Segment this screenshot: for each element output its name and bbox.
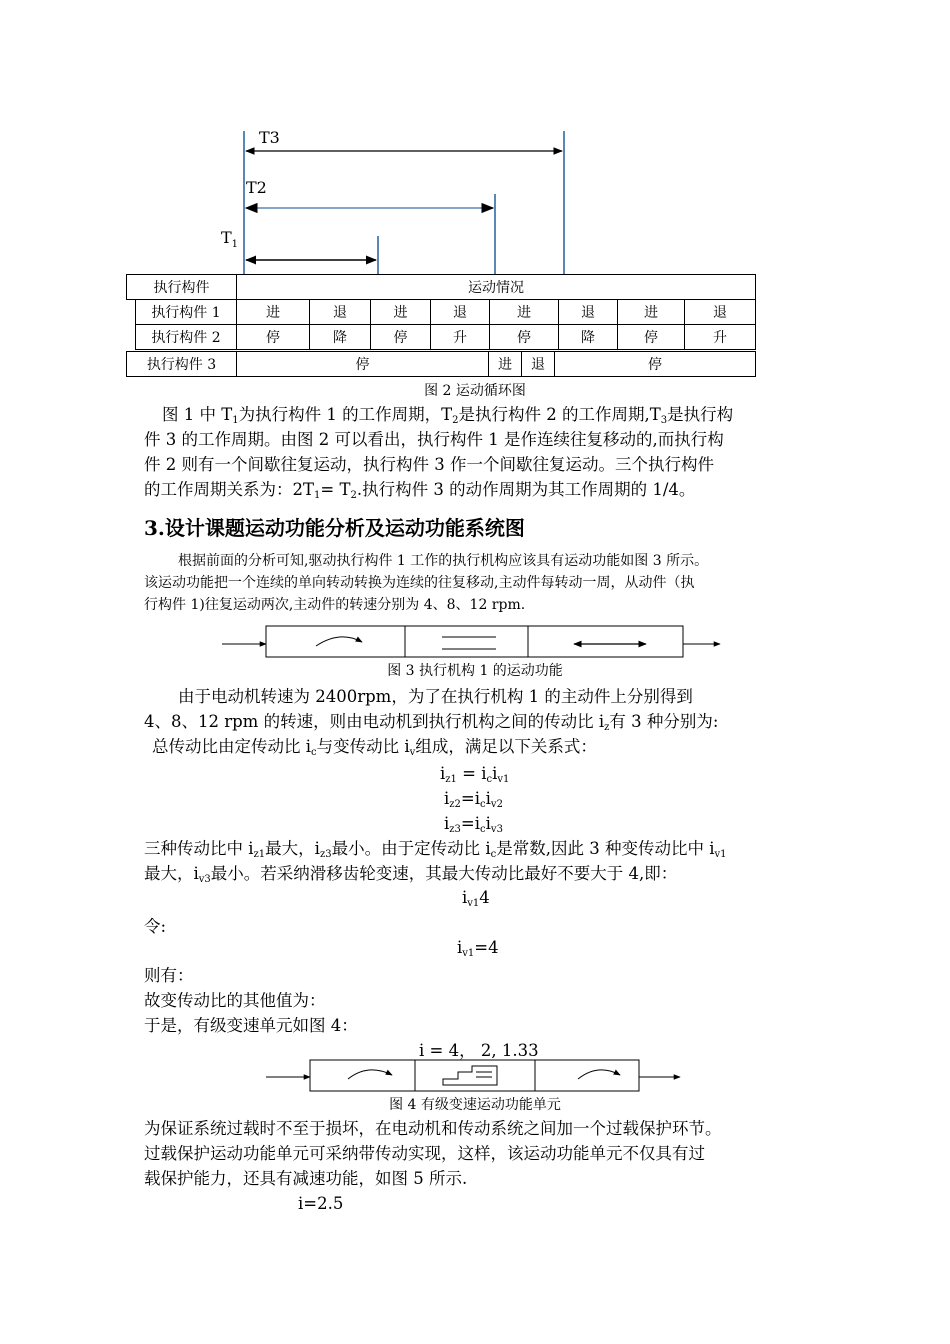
para2-line2: 该运动功能把一个连续的单向转动转换为连续的往复移动,主动件每转动一周，从动件（执 [144,575,695,591]
para2 [144,550,814,616]
rotation-in-icon [348,1070,392,1079]
para5-line1: 为保证系统过载时不至于损坏，在电动机和传动系统之间加一个过载保护环节。 [144,1119,722,1138]
motion-table-row3 [126,351,756,377]
para1 [144,402,814,502]
para4-line2: 最大，$i_{v3}$最小。若采纳滑移齿轮变速，其最大传动比最好不要大于 4,即： [144,864,678,885]
para1-line2: 件 3 的工作周期。由图 2 可以看出，执行构件 1 是作连续往复移动的,而执行构 [144,430,724,449]
t3-label: T3 [259,128,280,147]
fig3-diagram [0,620,950,665]
para3 [144,684,814,759]
row2-cell: 停 [371,325,431,350]
rotation-out-icon [578,1070,620,1079]
section3-title: 3.设计课题运动功能分析及运动功能系统图 [144,516,525,540]
para1-line1: 图 1 中 $T_1$为执行构件 1 的工作周期，$T_2$是执行构件 2 的工作周期$,T_3$是执行构 [162,405,734,426]
t2-label: T2 [246,178,267,197]
para4-line1: 三种传动比中 $i_{z1}$最大，$i_{z3}$最小。由于定传动比 $i_c$是常数,因此 3 种变传动比中 $i_{v1}$ [144,839,727,860]
gear-step-icon [443,1066,497,1085]
row1-cell: 进 [618,300,685,325]
fig3-box [266,626,683,657]
row1-cell: 进 [237,300,310,325]
para1-line3: 件 2 则有一个间歇往复运动，执行构件 3 作一个间歇往复运动。三个执行构件 [144,455,714,474]
row1-cell: 退 [431,300,490,325]
equation-iv1-eq4: $i_{v1}=4$ [457,938,499,959]
para2-line3: 行构件 1)往复运动两次,主动件的转速分别为 4、8、12 rpm. [144,597,526,613]
ling-text: 令: [144,917,167,936]
row2-cell: 升 [431,325,490,350]
para4 [144,836,814,886]
row3-cell: 进 [489,352,522,377]
row1-cell: 退 [310,300,371,325]
para3-line3: 总传动比由定传动比 $i_c$与变传动比 $i_v$组成，满足以下关系式： [152,737,597,758]
row1-label: 执行构件 1 [136,300,237,325]
t1-label: $T_1$ [221,228,239,250]
zeyou-text: 则有： [144,966,194,985]
motion-table-row1 [135,299,756,350]
equation-iv1-max: $i_{v1}4$ [462,888,490,909]
fig3-caption: 图 3 执行机构 1 的运动功能 [387,663,563,679]
equation-iz3: $i_{z3}=i_ci_{v3}$ [444,814,503,835]
row2-cell: 降 [559,325,618,350]
row3-cell: 退 [522,352,555,377]
row1-cell: 退 [559,300,618,325]
row2-cell: 升 [685,325,756,350]
header-col1: 执行构件 [127,275,237,300]
row1-cell: 进 [490,300,559,325]
fig2-caption: 图 2 运动循环图 [424,383,526,399]
guqita-text: 故变传动比的其他值为： [144,991,326,1010]
rotation-arrow-icon [316,637,362,646]
row3-label: 执行构件 3 [127,352,237,377]
para3-line2: 4、8、12 rpm 的转速，则由电动机到执行机构之间的传动比 $i_z$有 3 种分别为: [144,712,719,733]
ratio-2-5: i=2.5 [298,1194,344,1213]
row1-cell: 进 [371,300,431,325]
row2-cell: 停 [490,325,559,350]
para3-line1: 由于电动机转速为 2400rpm，为了在执行机构 1 的主动件上分别得到 [178,687,693,706]
fig4-caption: 图 4 有级变速运动功能单元 [389,1097,561,1113]
para2-line1: 根据前面的分析可知,驱动执行构件 1 工作的执行机构应该具有运动功能如图 3 所示。 [178,553,709,569]
row2-cell: 降 [310,325,371,350]
row1-cell: 退 [685,300,756,325]
para5-line3: 载保护能力，还具有减速功能，如图 5 所示. [144,1169,468,1188]
para1-line4: 的工作周期关系为：$2T_1= T_2$.执行构件 3 的动作周期为其工作周期的 1/4。 [144,480,696,501]
yushi-text: 于是，有级变速单元如图 4： [144,1016,358,1035]
equation-iz2: $i_{z2}=i_ci_{v2}$ [444,789,503,810]
motion-table [126,274,756,300]
row2-label: 执行构件 2 [136,325,237,350]
row2-cell: 停 [237,325,310,350]
header-col2: 运动情况 [237,275,756,300]
equation-iz1: $i_{z1} = i_ci_{v1}$ [440,764,510,785]
fig4-box [310,1060,639,1091]
para5-line2: 过载保护运动功能单元可采纳带传动实现，这样，该运动功能单元不仅具有过 [144,1144,705,1163]
row3-cell: 停 [237,352,489,377]
para5 [144,1116,814,1191]
row2-cell: 停 [618,325,685,350]
fig4-values: i = 4， 2, 1.33 [419,1041,539,1060]
timing-diagram [0,0,950,280]
row3-cell: 停 [555,352,756,377]
fig4-diagram [0,1055,950,1095]
